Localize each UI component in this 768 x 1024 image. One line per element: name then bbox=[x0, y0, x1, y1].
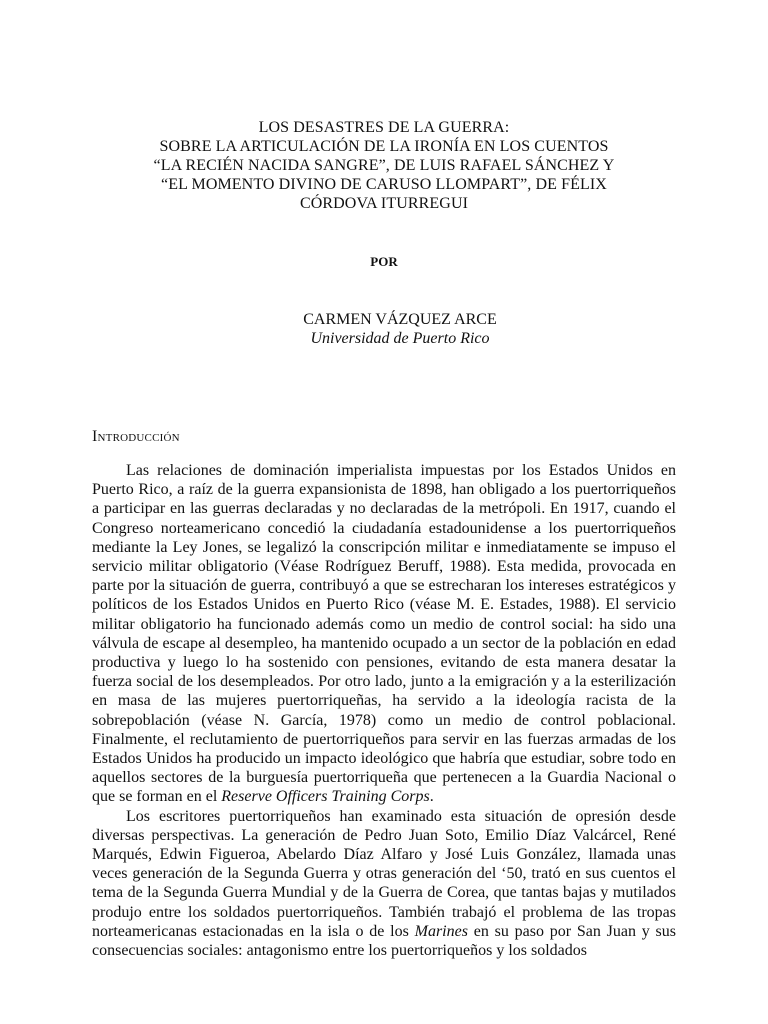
paragraph-text: en su paso por San Juan y sus consecuencias sociales: antagonismo entre los puertorriqueños y los soldados bbox=[92, 922, 676, 960]
paragraph-text: Los escritores puertorriqueños han examinado esta situación de opresión desde diversas perspectivas. La generación de Pedro Juan Soto, Emilio Díaz Valcárcel, René Marqués, Edwin Figueroa, Abelardo Díaz Alfaro y José Luis González, llamada unas veces generación de la Segunda Guerra y otras generación del ‘50, trató en sus cuentos el tema de la Segunda Guerra Mundial y de la Guerra de Corea, que tantas bajas y mutilados produjo entre los soldados puertorriqueños. También trabajó el problema de las tropas norteamericanas estacionadas en la isla o de los bbox=[92, 807, 676, 940]
title-line: LOS DESASTRES DE LA GUERRA: bbox=[258, 119, 510, 136]
title-line: CÓRDOVA ITURREGUI bbox=[299, 195, 469, 212]
author-affiliation: Universidad de Puerto Rico bbox=[310, 330, 490, 347]
author-name: CARMEN VÁZQUEZ ARCE bbox=[303, 311, 497, 328]
section-heading: Introducción bbox=[92, 428, 180, 445]
italic-term: Reserve Officers Training Corps bbox=[221, 788, 430, 806]
paragraph bbox=[92, 807, 676, 961]
body-text bbox=[92, 461, 676, 960]
italic-term: Marines bbox=[414, 922, 468, 940]
title-line: “LA RECIÉN NACIDA SANGRE”, DE LUIS RAFAEL SÁNCHEZ Y bbox=[153, 157, 615, 174]
paragraph-text: Las relaciones de dominación imperialista impuestas por los Estados Unidos en Puerto Rico, a raíz de la guerra expansionista de 1898, han obligado a los puertorriqueños a participar en las guerras declaradas y no declaradas de la metrópoli. En 1917, cuando el Congreso norteamericano concedió la ciudadanía estadounidense a los puertorriqueños mediante la Ley Jones, se legalizó la conscripción militar e inmediatamente se impuso el servicio militar obligatorio (Véase Rodríguez Beruff, 1988). Esta medida, provocada en parte por la situación de guerra, contribuyó a que se estrecharan los intereses estratégicos y políticos de los Estados Unidos en Puerto Rico (véase M. E. Estades, 1988). El servicio militar obligatorio ha funcionado además como un medio de control social: ha sido una válvula de escape al desempleo, ha mantenido ocupado a un sector de la población en edad productiva y luego lo ha sostenido con pensiones, evitando de esta manera desatar la fuerza social de los desempleados. Por otro lado, junto a la emigración y a la esterilización en masa de las mujeres puertorriqueñas, ha servido a la ideología racista de la sobrepoblación (véase N. García, 1978) como un medio de control poblacional. Finalmente, el reclutamiento de puertorriqueños para servir en las fuerzas armadas de los Estados Unidos ha producido un impacto ideológico que habría que estudiar, sobre todo en aquellos sectores de la burguesía puertorriqueña que pertenecen a la Guardia Nacional o que se forman en el bbox=[92, 462, 676, 806]
paragraph bbox=[92, 461, 676, 807]
article-title bbox=[100, 118, 668, 213]
by-label: POR bbox=[370, 254, 398, 269]
title-line: SOBRE LA ARTICULACIÓN DE LA IRONÍA EN LOS CUENTOS bbox=[159, 138, 609, 155]
paragraph-text: . bbox=[429, 788, 434, 806]
title-line: “EL MOMENTO DIVINO DE CARUSO LLOMPART”, DE FÉLIX bbox=[161, 176, 607, 193]
